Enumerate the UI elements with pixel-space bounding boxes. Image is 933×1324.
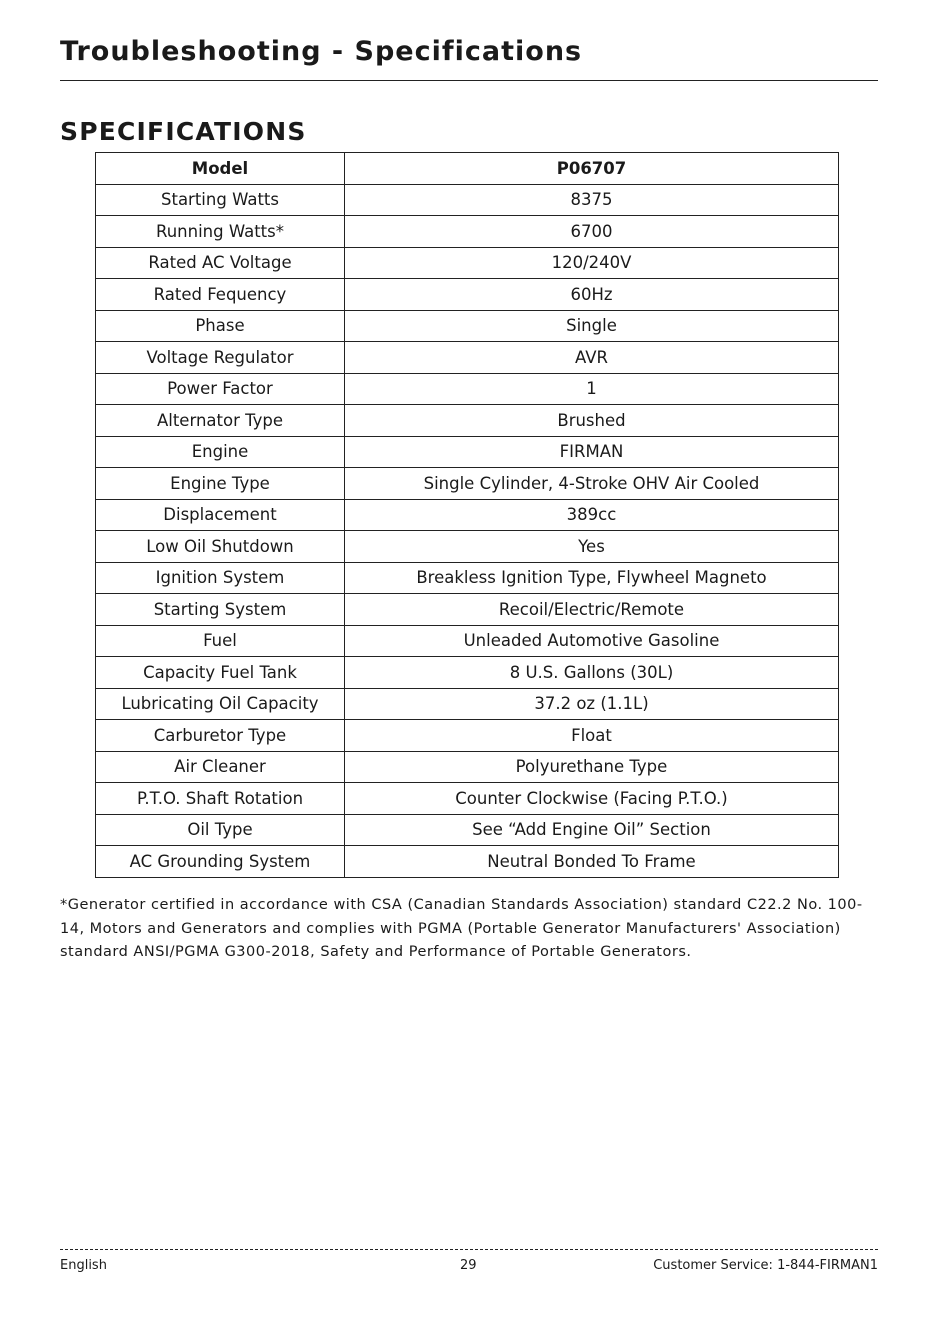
table-row — [96, 405, 839, 437]
spec-value-cell: 60Hz — [345, 279, 839, 311]
spec-value-cell: 6700 — [345, 216, 839, 248]
table-row — [96, 436, 839, 468]
table-row — [96, 373, 839, 405]
spec-value-cell: FIRMAN — [345, 436, 839, 468]
table-row — [96, 751, 839, 783]
table-row — [96, 625, 839, 657]
spec-value-cell: AVR — [345, 342, 839, 374]
spec-value-cell: Single Cylinder, 4-Stroke OHV Air Cooled — [345, 468, 839, 500]
table-row — [96, 531, 839, 563]
table-row — [96, 783, 839, 815]
customer-service-number: Customer Service: 1-844-FIRMAN1 — [653, 1258, 878, 1273]
table-row — [96, 688, 839, 720]
table-row — [96, 279, 839, 311]
spec-label-cell: Low Oil Shutdown — [96, 531, 345, 563]
spec-value-cell: 389cc — [345, 499, 839, 531]
table-row — [96, 594, 839, 626]
spec-value-cell: Breakless Ignition Type, Flywheel Magneto — [345, 562, 839, 594]
spec-label-cell: AC Grounding System — [96, 846, 345, 878]
spec-value-cell: See “Add Engine Oil” Section — [345, 814, 839, 846]
header-label-cell: Model — [96, 153, 345, 185]
spec-label-cell: Displacement — [96, 499, 345, 531]
spec-label-cell: Rated Fequency — [96, 279, 345, 311]
spec-label-cell: Carburetor Type — [96, 720, 345, 752]
spec-value-cell: Neutral Bonded To Frame — [345, 846, 839, 878]
spec-value-cell: 8375 — [345, 184, 839, 216]
table-row — [96, 814, 839, 846]
footnote: *Generator certified in accordance with CSA (Canadian Standards Association) standard C22.2 No. 100-14, Motors and Generators and complies with PGMA (Portable Generator Manufacturers' Association) standard ANSI/PGMA G300-2018, Safety and Performance of Portable Generators. — [60, 897, 863, 960]
specifications-table-body — [96, 153, 839, 878]
spec-label-cell: Alternator Type — [96, 405, 345, 437]
spec-value-cell: Single — [345, 310, 839, 342]
spec-value-cell: 8 U.S. Gallons (30L) — [345, 657, 839, 689]
footer-divider — [60, 1249, 878, 1250]
table-row — [96, 342, 839, 374]
spec-label-cell: Power Factor — [96, 373, 345, 405]
spec-label-cell: Voltage Regulator — [96, 342, 345, 374]
page-title: Troubleshooting - Specifications — [60, 36, 583, 67]
spec-label-cell: Starting System — [96, 594, 345, 626]
spec-value-cell: Polyurethane Type — [345, 751, 839, 783]
table-row — [96, 247, 839, 279]
table-row — [96, 310, 839, 342]
spec-value-cell: Float — [345, 720, 839, 752]
spec-value-cell: 37.2 oz (1.1L) — [345, 688, 839, 720]
section-heading: SPECIFICATIONS — [60, 117, 307, 146]
table-row — [96, 657, 839, 689]
spec-label-cell: Running Watts* — [96, 216, 345, 248]
spec-value-cell: 1 — [345, 373, 839, 405]
spec-value-cell: 120/240V — [345, 247, 839, 279]
footer-language: English — [60, 1258, 107, 1273]
spec-label-cell: Starting Watts — [96, 184, 345, 216]
table-row — [96, 216, 839, 248]
spec-value-cell: Yes — [345, 531, 839, 563]
spec-label-cell: Ignition System — [96, 562, 345, 594]
spec-value-cell: Brushed — [345, 405, 839, 437]
table-header-row — [96, 153, 839, 185]
spec-label-cell: P.T.O. Shaft Rotation — [96, 783, 345, 815]
spec-label-cell: Oil Type — [96, 814, 345, 846]
table-row — [96, 562, 839, 594]
specifications-table — [95, 152, 839, 878]
spec-value-cell: Counter Clockwise (Facing P.T.O.) — [345, 783, 839, 815]
spec-label-cell: Engine Type — [96, 468, 345, 500]
table-row — [96, 468, 839, 500]
spec-value-cell: Recoil/Electric/Remote — [345, 594, 839, 626]
header-value-cell: P06707 — [345, 153, 839, 185]
spec-label-cell: Air Cleaner — [96, 751, 345, 783]
spec-value-cell: Unleaded Automotive Gasoline — [345, 625, 839, 657]
spec-label-cell: Fuel — [96, 625, 345, 657]
page-number: 29 — [460, 1258, 477, 1273]
table-row — [96, 499, 839, 531]
page-header — [60, 34, 878, 81]
spec-label-cell: Lubricating Oil Capacity — [96, 688, 345, 720]
spec-label-cell: Rated AC Voltage — [96, 247, 345, 279]
spec-label-cell: Engine — [96, 436, 345, 468]
spec-label-cell: Capacity Fuel Tank — [96, 657, 345, 689]
table-row — [96, 184, 839, 216]
table-row — [96, 720, 839, 752]
table-row — [96, 846, 839, 878]
spec-label-cell: Phase — [96, 310, 345, 342]
